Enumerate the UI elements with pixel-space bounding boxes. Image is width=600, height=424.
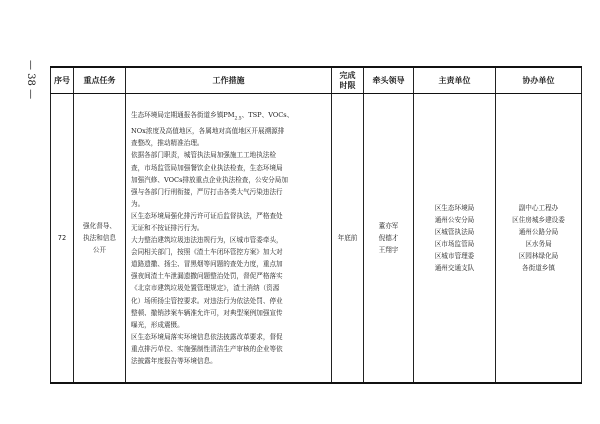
header-leader: 牵头领导 — [364, 67, 414, 94]
measure-line: 法披露年度报告等环境信息。 — [131, 357, 217, 366]
measure-line: 查，市场监管局加强餐饮企业执法检查，生态环境局 — [131, 163, 283, 172]
measure-line: 曝光，形成震慑。 — [131, 320, 184, 329]
measure-line: 道路遗撒、扬尘、冒黑烟等问题的查处力度，重点加 — [131, 260, 283, 269]
measure-line: 化）场所扬尘管控要求。对违法行为依法处罚、停业 — [131, 296, 283, 305]
table-row — [51, 94, 582, 384]
measure-line: 生态环境局定期通报各街道乡镇$PM_{2.5}$、TSP、VOCs、 — [131, 110, 294, 122]
measure-line: 大力整治建筑垃圾违法违规行为，区城市管委牵头， — [131, 236, 283, 245]
header-task: 重点任务 — [74, 67, 126, 94]
row-seq: 72 — [51, 94, 74, 384]
co-unit-name: 区住房城乡建设委 — [512, 215, 565, 224]
co-unit-name: 区园林绿化局 — [518, 252, 559, 261]
measure-line: 区生态环境局落实环境信息依法披露改革要求，督促 — [131, 332, 283, 341]
task-line: 强化督导、 — [83, 221, 116, 230]
row-task — [74, 94, 126, 384]
lead-unit-name: 通州交通支队 — [434, 264, 475, 273]
header-co-unit: 协办单位 — [496, 67, 582, 94]
row-measures — [126, 94, 332, 384]
row-deadline: 年底前 — [332, 94, 364, 384]
task-line: 执法和信息 — [83, 233, 116, 242]
task-table — [50, 66, 582, 384]
header-row — [51, 67, 582, 94]
co-unit-name: 通州公路分局 — [518, 227, 559, 236]
task-line: 公开 — [92, 246, 107, 255]
co-unit-name: 各街道乡镇 — [522, 264, 555, 273]
measure-line: 整顿、撤销涉案车辆准允许可，对典型案例加强宣传 — [131, 308, 283, 317]
measure-line: 区生态环境局强化排污许可证后监督执法，严格查处 — [131, 211, 283, 220]
lead-unit-name: 区市场监管局 — [434, 240, 475, 248]
lead-unit-name: 区生态环境局 — [434, 203, 475, 212]
header-measures: 工作措施 — [126, 67, 332, 94]
co-unit-name: 副中心工程办 — [518, 203, 559, 212]
measure-line: 强与各部门行刑衔接，严厉打击各类大气污染违法行 — [131, 187, 283, 196]
measure-line: 会同相关部门，按照《渣土车闭环管控方案》加大对 — [131, 248, 283, 257]
header-lead-unit: 主责单位 — [414, 67, 496, 94]
header-seq: 序号 — [51, 67, 74, 94]
measure-line: 查整改，推动精准治理。 — [131, 139, 204, 148]
lead-unit-name: 通州公安分局 — [434, 215, 475, 224]
page-number: — 38 — — [25, 60, 36, 100]
measure-line: 依据各部门职责，城管执法局加强施工工地执法检 — [131, 151, 277, 160]
leader-name: 董亦军 — [378, 221, 399, 230]
header-deadline: 完成时限 — [332, 67, 364, 94]
leader-name: 倪德才 — [378, 233, 399, 242]
row-co-unit — [496, 94, 582, 384]
row-leader — [364, 94, 414, 384]
measure-line: 加强汽修、VOCs排放重点企业执法检查，公安分局加 — [131, 175, 288, 184]
measure-line: NOx浓度及高值地区，各属地对高值地区开展溯源排 — [131, 127, 285, 136]
measure-line: 强夜间渣土车泄漏遗撒问题整治处罚，督促严格落实 — [131, 272, 283, 281]
leader-name: 王翔宇 — [378, 246, 399, 255]
lead-unit-name: 区城管执法局 — [434, 227, 475, 236]
row-lead-unit — [414, 94, 496, 384]
measure-line: 为。 — [131, 199, 145, 208]
lead-unit-name: 区城市管理委 — [434, 252, 475, 261]
measure-line: 重点排污单位、实施强制性清洁生产审核的企业等依 — [131, 344, 283, 353]
measure-line: 无证和不按证排污行为。 — [131, 224, 204, 233]
measure-line: 《北京市建筑垃圾处置管理规定》，渣土消纳（资源 — [131, 284, 280, 293]
co-unit-name: 区水务局 — [525, 240, 552, 248]
